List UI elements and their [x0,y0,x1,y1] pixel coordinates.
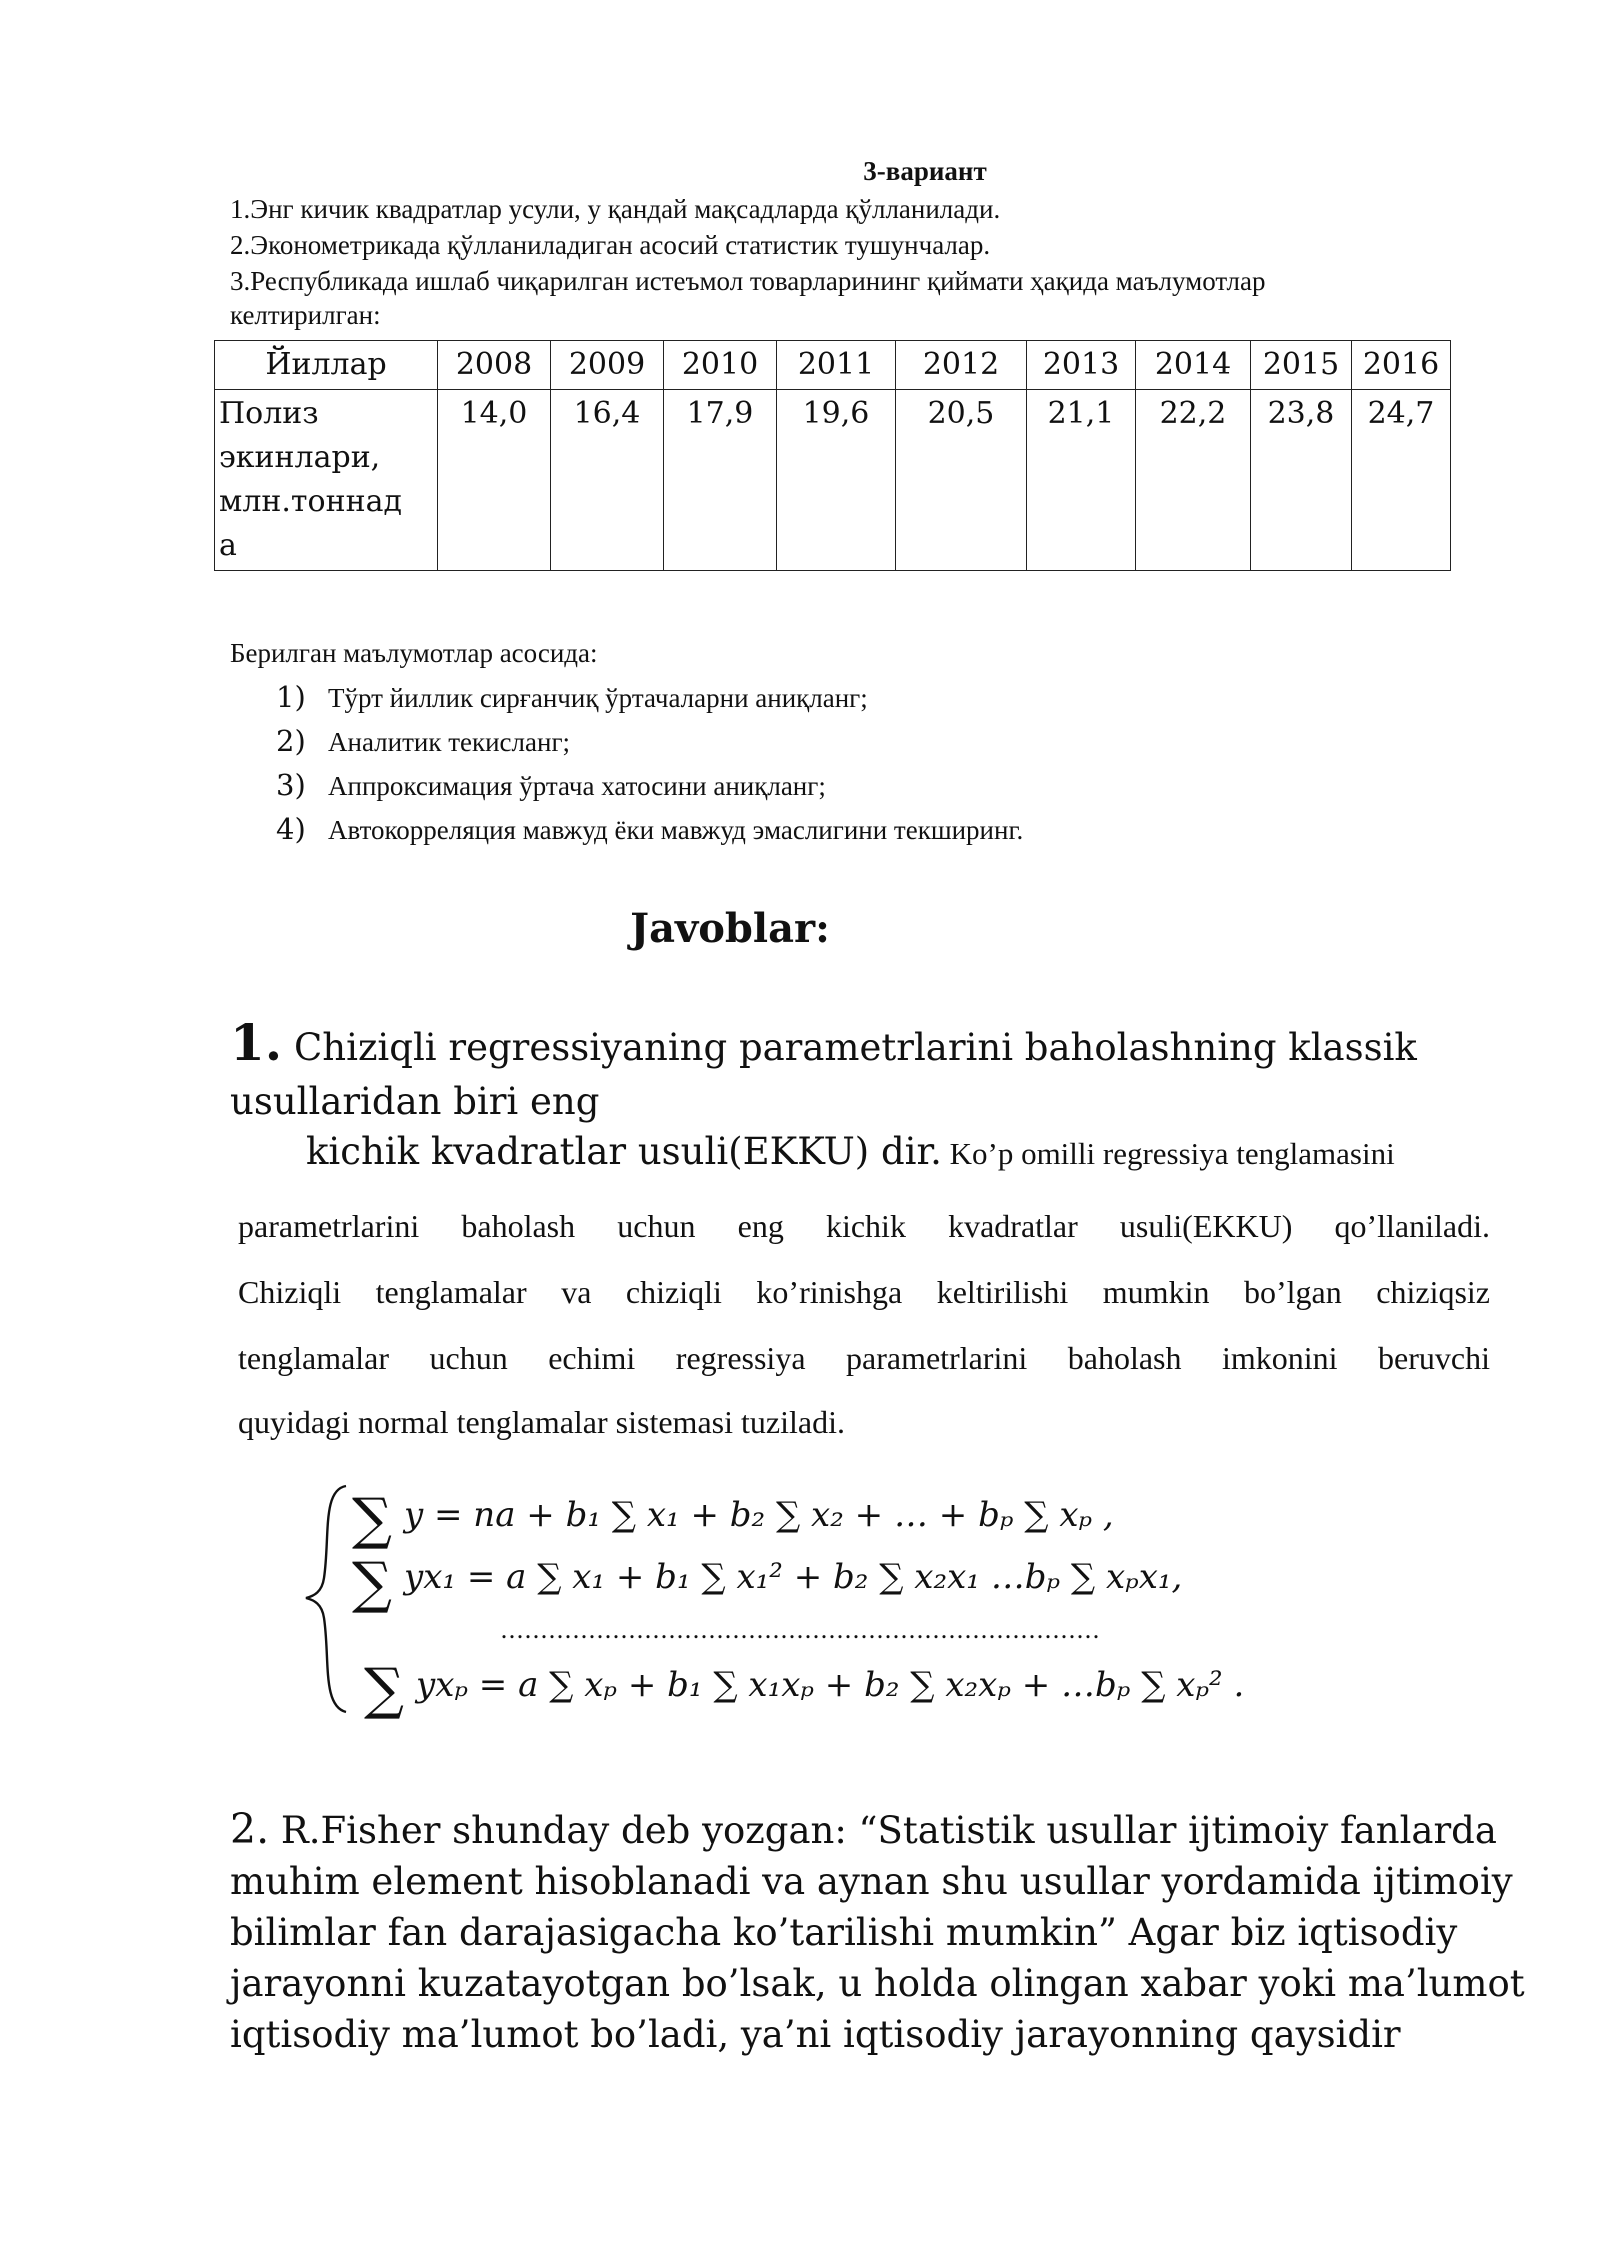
value-cell: 22,2 [1136,390,1251,571]
task-item [276,812,1023,846]
year-cell: 2012 [896,341,1027,390]
year-cell: 2016 [1352,341,1451,390]
answer-1-line: parametrlarini baholash uchun eng kichik kvadratlar usuli(EKKU) qo’llaniladi. [238,1208,1490,1244]
value-cell: 14,0 [438,390,551,571]
equation-3: yxₚ = a ∑ xₚ + b₁ ∑ x₁xₚ + b₂ ∑ x₂xₚ + …bₚ ∑ xₚ² . [416,1665,1245,1705]
task-item [276,724,570,758]
answer-1-line: Chiziqli tenglamalar va chiziqli ko’rinishga keltirilishi mumkin bo’lgan chiziqsiz [238,1274,1490,1310]
answer-2-line: bilimlar fan darajasigacha ko’tarilishi mumkin” Agar biz iqtisodiy [230,1911,1458,1954]
table-header-row [215,341,1451,390]
year-cell: 2010 [664,341,777,390]
left-brace [306,1486,346,1712]
question-2: 2.Эконометрикада қўлланиладиган асосий статистик тушунчалар. [230,230,991,260]
task-number: 2) [276,724,306,758]
value-cell: 20,5 [896,390,1027,571]
equation-2: yx₁ = a ∑ x₁ + b₁ ∑ x₁² + b₂ ∑ x₂x₁ …bₚ ∑ xₚx₁, [404,1557,1183,1597]
data-table [214,340,1451,571]
table-row [215,390,1451,571]
task-number: 1) [276,680,306,714]
equation-1: y = na + b₁ ∑ x₁ + b₂ ∑ x₂ + … + bₚ ∑ xₚ , [404,1495,1114,1535]
task-number: 3) [276,768,306,802]
answer-2-number: 2. [230,1805,270,1853]
answer-2-line: jarayonni kuzatayotgan bo’lsak, u holda olingan xabar yoki ma’lumot [230,1962,1525,2005]
value-cell: 19,6 [777,390,896,571]
year-cell: 2008 [438,341,551,390]
question-1: 1.Энг кичик квадратлар усули, у қандай мақсадларда қўлланилади. [230,194,1001,224]
sum-symbol: ∑ [352,1487,392,1552]
answer-1-line-2 [306,1130,1395,1173]
year-cell: 2015 [1251,341,1352,390]
value-cell: 16,4 [551,390,664,571]
answer-1-number: 1. [230,1013,283,1072]
question-3: 3.Республикада ишлаб чиқарилган истеъмол товарларининг қиймати ҳақида маълумотлар [230,266,1266,296]
value-cell: 17,9 [664,390,777,571]
task-item [276,680,868,714]
value-cell: 21,1 [1027,390,1136,571]
task-text: Автокорреляция мавжуд ёки мавжуд эмаслигини текширинг. [328,815,1024,845]
answer-2-line [230,1804,1530,1856]
row-label-line: Полиз [219,396,319,431]
given-intro: Берилган маълумотлар асосида: [230,638,598,668]
sum-symbol: ∑ [364,1657,404,1722]
year-cell: 2013 [1027,341,1136,390]
answer-2-text: R.Fisher shunday deb yozgan: “Statistik usullar ijtimoiy fanlarda [269,1809,1497,1852]
answer-1-lead-2: kichik kvadratlar usuli(EKKU) dir. [306,1130,942,1173]
sum-symbol: ∑ [352,1551,392,1616]
page-title: 3-вариант [863,156,987,186]
answer-2-line: muhim element hisoblanadi va aynan shu usullar yordamida ijtimoiy [230,1860,1513,1903]
task-text: Тўрт йиллик сирғанчиқ ўртачаларни аниқланг; [328,683,868,713]
value-cell: 23,8 [1251,390,1352,571]
task-number: 4) [276,812,306,846]
row-label-line: экинлари, [219,440,381,475]
header-label-cell: Йиллар [215,341,438,390]
answer-2 [230,1804,1530,2060]
dotted-line: ………………………………………………………………… [500,1616,1100,1644]
row-label-cell [215,390,438,571]
year-cell: 2014 [1136,341,1251,390]
task-text: Аналитик текисланг; [328,727,571,757]
task-text: Аппроксимация ўртача хатосини аниқланг; [328,771,826,801]
row-label-line: а [219,528,237,563]
row-label-line: млн.тоннад [219,484,402,519]
answers-heading: Javoblar: [630,905,830,952]
task-item [276,768,826,802]
answer-1-lead-text: Chiziqli regressiyaning parametrlarini baholashning klassik usullaridan biri eng [230,1026,1417,1123]
year-cell: 2009 [551,341,664,390]
answer-2-line: iqtisodiy ma’lumot bo’ladi, ya’ni iqtisodiy jarayonning qaysidir [230,2013,1401,2056]
year-cell: 2011 [777,341,896,390]
answer-1-rest-first: Ko’p omilli regressiya tenglamasini [941,1136,1395,1171]
answer-1-line: tenglamalar uchun echimi regressiya parametrlarini baholash imkonini beruvchi [238,1340,1490,1376]
normal-equations-system [300,1468,1350,1738]
value-cell: 24,7 [1352,390,1451,571]
answer-1-line: quyidagi normal tenglamalar sistemasi tuziladi. [238,1404,845,1440]
question-3-cont: келтирилган: [230,300,381,330]
answer-1-lead [230,1013,1510,1129]
